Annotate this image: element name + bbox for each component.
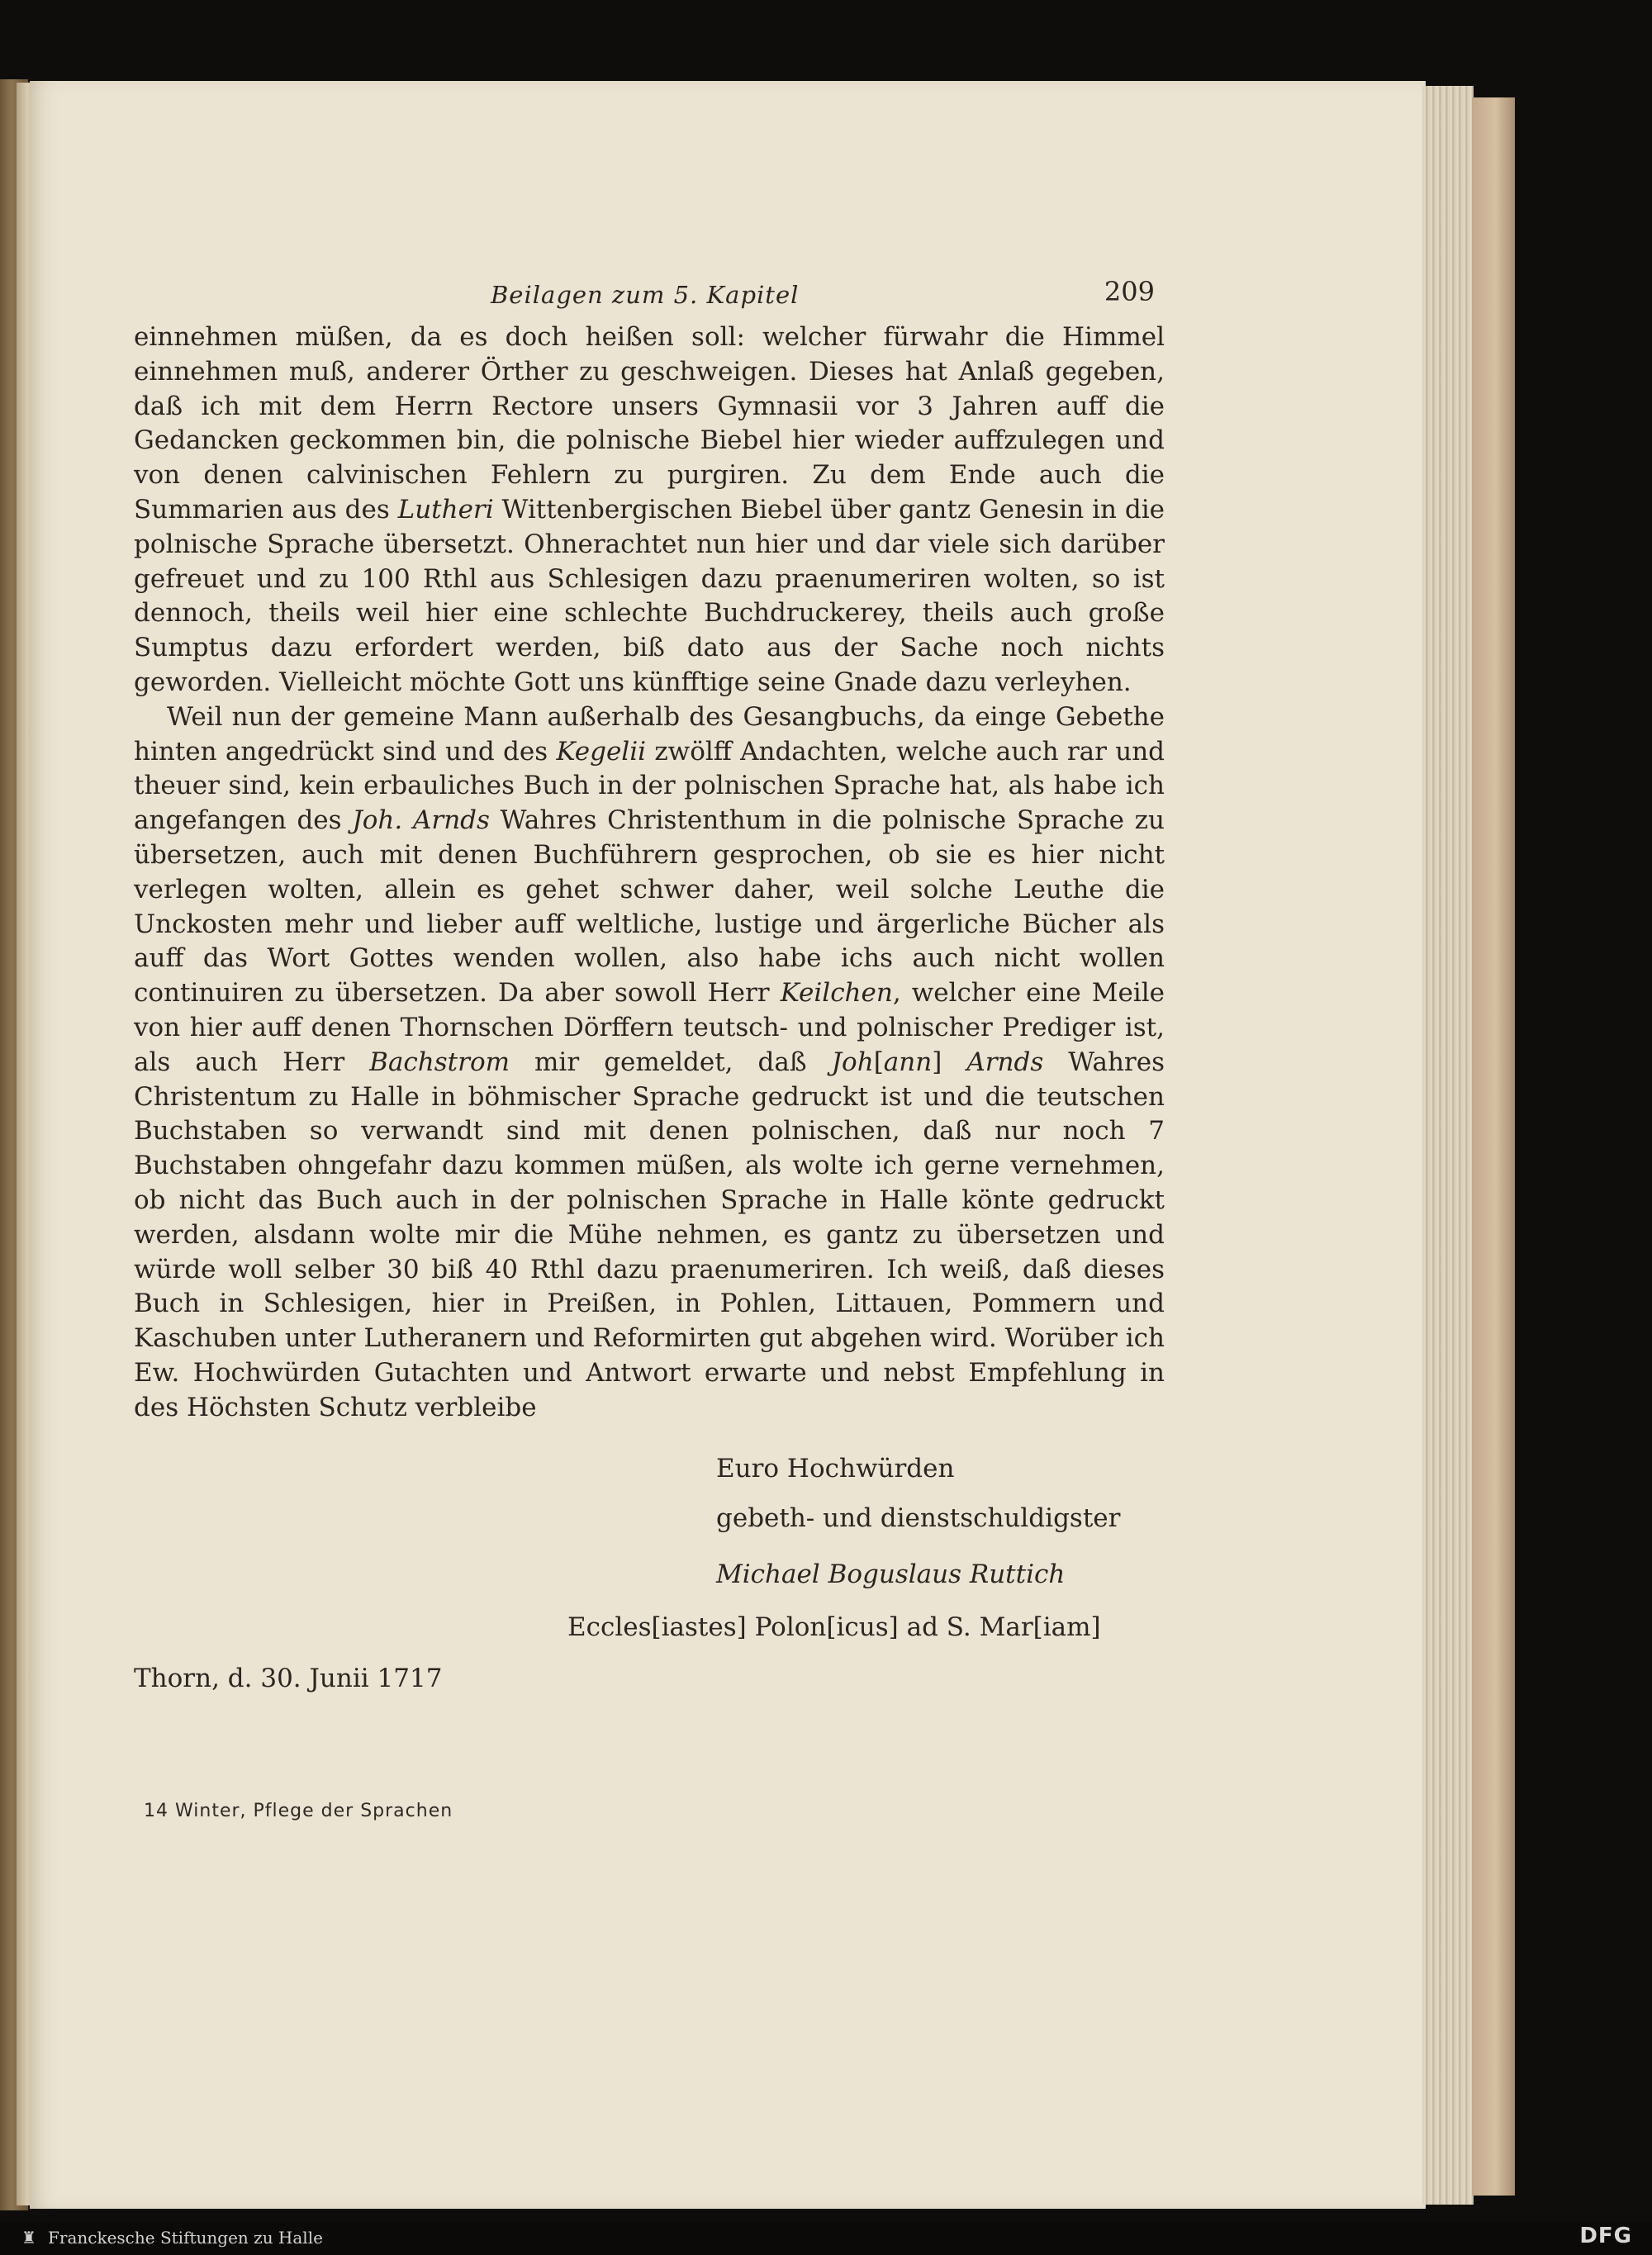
paragraph1-segment: Wittenbergischen Biebel über gantz Genesin in die polnische Sprache übersetzt. Ohnerachtet nun hier und dar viele sich darüber gefreuet und zu 100 Rthl aus Schlesigen dazu praenumeriren wolten, so ist dennoch, theils weil hier eine schlechte Buchdruckerey, theils auch große Sumptus dazu erfordert werden, biß dato aus der Sache noch nichts geworden. Vielleicht möchte Gott uns künfftige seine Gnade dazu verleyhen. [134, 494, 1165, 697]
closing-formula: gebeth- und dienstschuldigster [716, 1503, 1121, 1533]
paragraph2-segment: Keilchen [780, 978, 893, 1009]
signature-office: Eccles[iastes] Polon[icus] ad S. Mar[iam] [567, 1612, 1101, 1642]
paragraph2-segment: zwölff Andachten, welche auch rar und theuer sind, kein erbauliches Buch in der polnischen Sprache hat, als habe ich angefangen des [134, 736, 1165, 836]
letter-closing [567, 1444, 1165, 1652]
paragraph2-segment: Bachstrom [369, 1047, 510, 1077]
funder-logo: DFG [1579, 2224, 1632, 2248]
printer-signature-mark: 14 Winter, Pflege der Sprachen [144, 1801, 453, 1821]
paragraph2-segment: Weil nun der gemeine Mann außerhalb des Gesangbuchs, da einge Gebethe hinten angedrückt sind und des [134, 701, 1165, 767]
signature-name: Michael Boguslaus Ruttich [716, 1559, 1066, 1589]
institution-logo-icon: ♜ [21, 2228, 36, 2248]
paragraph2-segment: Arnds [966, 1047, 1044, 1077]
right-cover-edge [1472, 97, 1515, 2196]
running-head [134, 276, 1165, 316]
paragraph-2 [134, 700, 1165, 1426]
paragraph2-segment: ] [932, 1047, 967, 1077]
paragraph2-segment: Wahres Christenthum in die polnische Sprache zu übersetzen, auch mit denen Buchführern gesprochen, ob sie es hier nicht verlegen wolten, allein es gehet schwer daher, weil solche Leuthe die Unckosten mehr und lieber auff weltliche, lustige und ärgerliche Bücher als auff das Wort Gottes wenden wollen, also habe ichs auch nicht wollen continuiren zu übersetzen. Da aber sowoll Herr [134, 805, 1165, 1009]
paragraph2-segment: mir gemeldet, daß [510, 1047, 832, 1077]
institution-name: Franckesche Stiftungen zu Halle [48, 2228, 323, 2248]
running-head-title: Beilagen zum 5. Kapitel [491, 281, 800, 309]
paragraph1-segment: Lutheri [397, 494, 494, 525]
paragraph1-segment: einnehmen müßen, da es doch heißen soll: welcher fürwahr die Himmel einnehmen muß, anderer Örther zu geschweigen. Dieses hat Anlaß gegeben, daß ich mit dem Herrn Rectore unsers Gymnasii vor 3 Jahren auff die Gedancken geckommen bin, die polnische Biebel hier wieder auffzulegen und von denen calvinischen Fehlern zu purgiren. Zu dem Ende auch die Summarien aus des [134, 322, 1165, 525]
page-number: 209 [1104, 276, 1155, 307]
paragraph2-segment: Joh [831, 1047, 874, 1077]
place-date: Thorn, d. 30. Junii 1717 [134, 1663, 443, 1693]
salutation: Euro Hochwürden [716, 1453, 955, 1484]
paragraph2-segment: Kegelii [556, 736, 647, 767]
paragraph2-segment: ann [883, 1047, 933, 1077]
paragraph2-segment: Wahres Christentum zu Halle in böhmischer Sprache gedruckt ist und die teutschen Buchstaben so verwandt sind mit denen polnischen, daß nur noch 7 Buchstaben ohngefahr dazu kommen müßen, als wolte ich gerne vernehmen, ob nicht das Buch auch in der polnischen Sprache in Halle könte gedruckt werden, alsdann wolte mir die Mühe nehmen, es gantz zu übersetzen und würde woll selber 30 biß 40 Rthl dazu praenumeriren. Ich weiß, daß dieses Buch in Schlesigen, hier in Preißen, in Pohlen, Littauen, Pommern und Kaschuben unter Lutheranern und Reformirten gut abgehen wird. Worüber ich Ew. Hochwürden Gutachten und Antwort erwarte und nebst Empfehlung in des Höchsten Schutz verbleibe [134, 1047, 1165, 1422]
paragraph2-segment: Joh. Arnds [352, 805, 490, 836]
paragraph-1 [134, 320, 1165, 700]
page-text-block [134, 276, 1165, 1703]
page-edges [1422, 86, 1474, 2205]
paragraph2-segment: [ [873, 1047, 884, 1077]
paragraph2-segment: , welcher eine Meile von hier auff denen Thornschen Dörffern teutsch- und polnischer Prediger ist, als auch Herr [134, 978, 1165, 1077]
